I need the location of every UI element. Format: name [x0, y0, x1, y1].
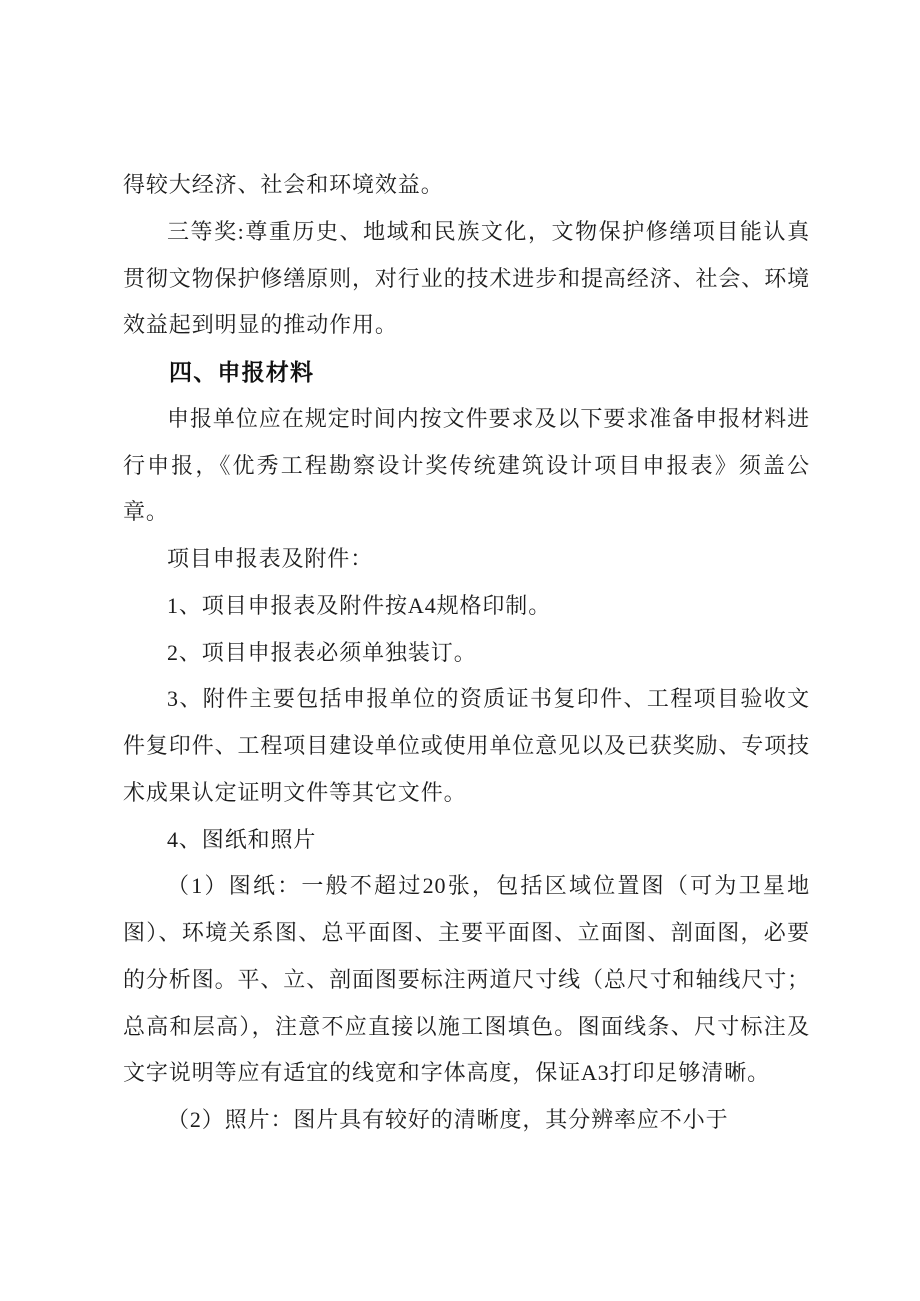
- list-item-1-a4-printing: 1、项目申报表及附件按A4规格印制。: [167, 592, 552, 618]
- document-text-area: [123, 162, 810, 1144]
- list-item-3-attachment-contents: 3、附件主要包括申报单位的资质证书复印件、工程项目验收文件复印件、工程项目建设单位或使用单位意见以及已获奖励、专项技术成果认定证明文件等其它文件。: [123, 686, 811, 805]
- list-item-2-separate-binding: 2、项目申报表必须单独装订。: [167, 639, 477, 665]
- paragraph-application-requirements: 申报单位应在规定时间内按文件要求及以下要求准备申报材料进行申报，《优秀工程勘察设计奖传统建筑设计项目申报表》须盖公章。: [123, 405, 810, 525]
- sub-item-2-photos: （2）照片：图片具有较好的清晰度，其分辨率应不小于: [167, 1107, 729, 1132]
- sub-item-1-drawings: （1）图纸：一般不超过20张，包括区域位置图（可为卫星地图）、环境关系图、总平面图、主要平面图、立面图、剖面图，必要的分析图。平、立、剖面图要标注两道尺寸线（总尺寸和轴线尺寸；总高和层高），注意不应直接以施工图填色。图面线条、尺寸标注及文字说明等应有适宜的线宽和字体高度，保证A3打印足够清晰。: [123, 873, 811, 1086]
- paragraph-form-and-attachments-label: 项目申报表及附件：: [167, 546, 374, 571]
- paragraph-continuation: 得较大经济、社会和环境效益。: [123, 172, 444, 197]
- paragraph-third-prize: 三等奖:尊重历史、地域和民族文化，文物保护修缮项目能认真贯彻文物保护修缮原则，对行业的技术进步和提高经济、社会、环境效益起到明显的推动作用。: [123, 218, 811, 338]
- list-item-4-drawings-and-photos: 4、图纸和照片: [167, 826, 317, 852]
- section-heading-application-materials: 四、申报材料: [169, 359, 315, 385]
